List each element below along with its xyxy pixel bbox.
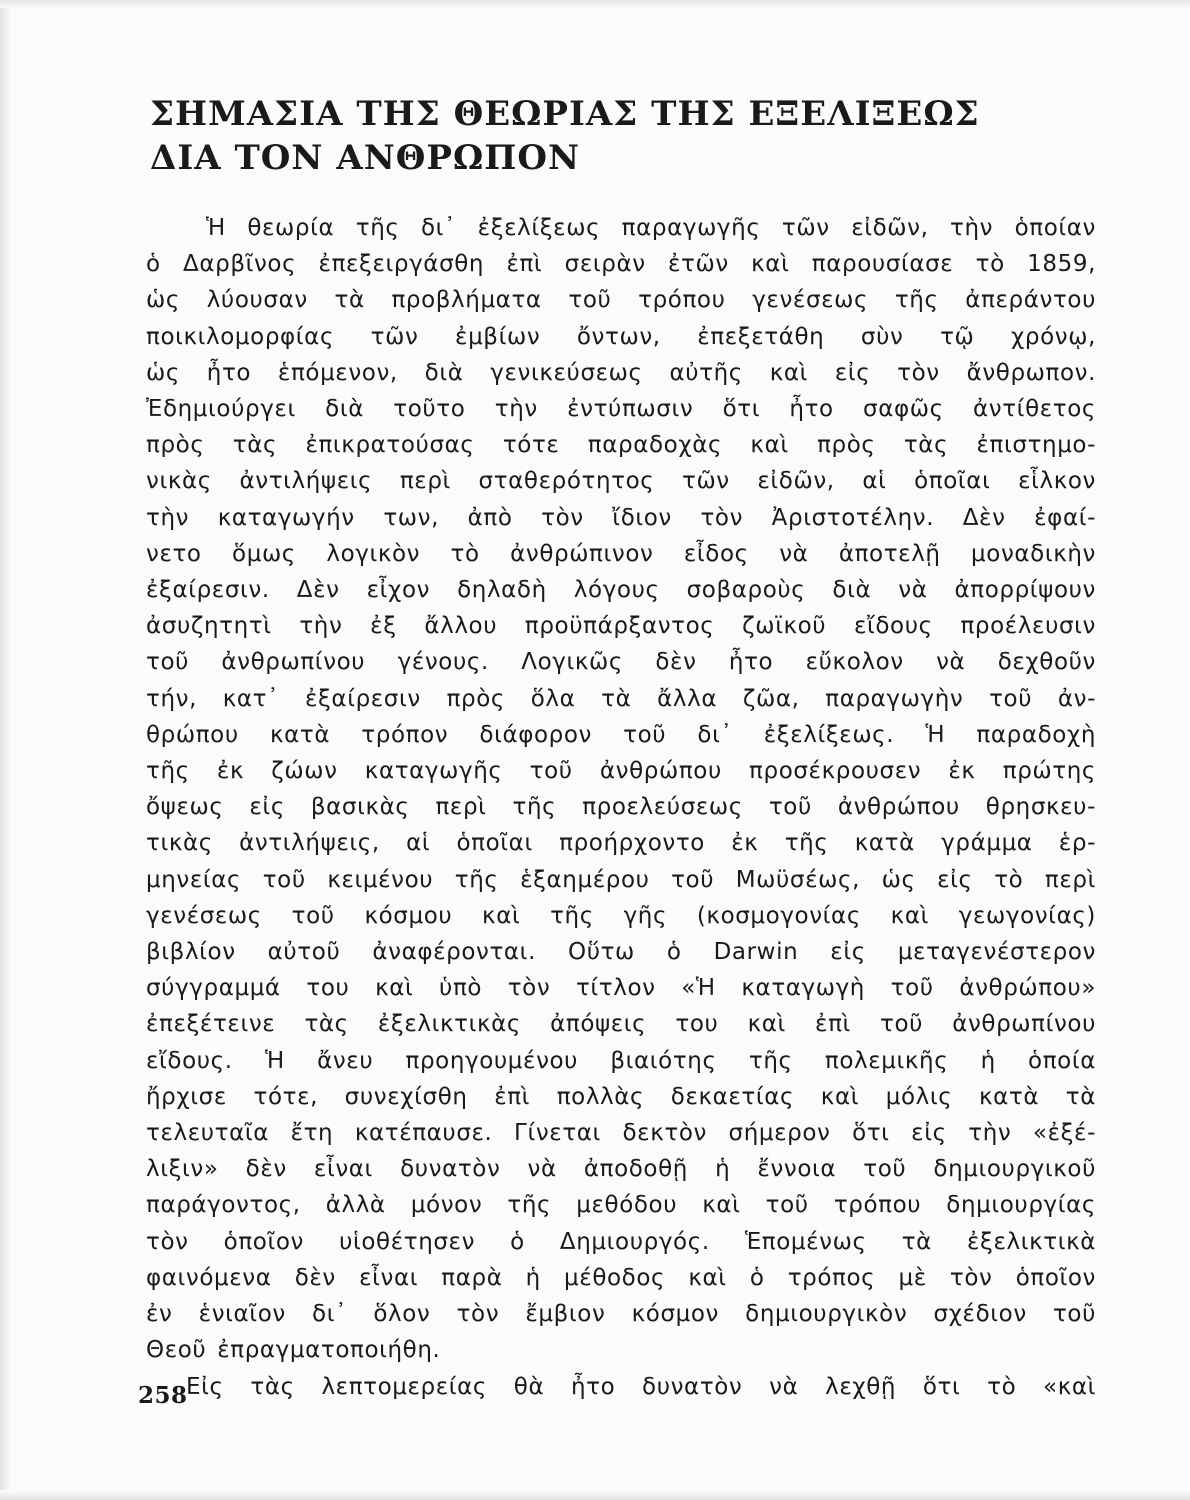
text-line: ὡς ἦτο ἑπόμενον, διὰ γενικεύσεως αὐτῆς καὶ εἰς τὸν ἄνθρωπον. [146,359,1096,386]
page-number: 258 [138,1382,188,1409]
text-line: βιβλίον αὐτοῦ ἀναφέρονται. Οὕτω ὁ Darwin εἰς μεταγενέστερον [146,939,1096,966]
text-line: ὄψεως εἰς βασικὰς περὶ τῆς προελεύσεως τοῦ ἀνθρώπου θρησκευ- [146,794,1096,821]
text-line: Θεοῦ ἐπραγματοποιήθη. [146,1337,441,1364]
page-edge-shadow [0,0,12,1500]
text-line: ἐν ἑνιαῖον δι᾽ ὅλον τὸν ἔμβιον κόσμον δημιουργικὸν σχέδιον τοῦ [146,1301,1096,1328]
page-bottom-shadow [0,1490,1190,1500]
text-line: τελευταῖα ἔτη κατέπαυσε. Γίνεται δεκτὸν σήμερον ὅτι εἰς τὴν «ἐξέ- [146,1120,1096,1147]
text-line: γενέσεως τοῦ κόσμου καὶ τῆς γῆς (κοσμογονίας καὶ γεωγονίας) [146,902,1096,929]
text-line: Εἰς τὰς λεπτομερείας θὰ ἦτο δυνατὸν νὰ λεχθῇ ὅτι τὸ «καὶ [186,1373,1096,1400]
text-line: τοῦ ἀνθρωπίνου γένους. Λογικῶς δὲν ἦτο εὔκολον νὰ δεχθοῦν [146,649,1096,676]
text-line: παράγοντος, ἀλλὰ μόνον τῆς μεθόδου καὶ τοῦ τρόπου δημιουργίας [146,1192,1096,1219]
text-line: τικὰς ἀντιλήψεις, αἱ ὁποῖαι προήρχοντο ἐκ τῆς κατὰ γράμμα ἑρ- [146,830,1096,857]
text-line: λιξιν» δὲν εἶναι δυνατὸν νὰ ἀποδοθῇ ἡ ἔννοια τοῦ δημιουργικοῦ [146,1156,1096,1183]
text-line: εἴδους. Ἡ ἄνευ προηγουμένου βιαιότης τῆς πολεμικῆς ἡ ὁποία [146,1047,1096,1074]
text-line: ἀσυζητητὶ τὴν ἐξ ἄλλου προϋπάρξαντος ζωϊκοῦ εἴδους προέλευσιν [146,613,1096,640]
text-line: ἐξαίρεσιν. Δὲν εἶχον δηλαδὴ λόγους σοβαροὺς διὰ νὰ ἀπορρίψουν [146,577,1096,604]
text-line: νετο ὅμως λογικὸν τὸ ἀνθρώπινον εἶδος νὰ ἀποτελῇ μοναδικὴν [146,540,1096,567]
heading-line: ΔΙΑ ΤΟΝ ΑΝΘΡΩΠΟΝ [150,138,581,178]
paragraph-2 [146,1369,1096,1405]
text-line: τῆς ἐκ ζώων καταγωγῆς τοῦ ἀνθρώπου προσέκρουσεν ἐκ πρώτης [146,758,1096,785]
text-line: μηνείας τοῦ κειμένου τῆς ἑξαημέρου τοῦ Μωϋσέως, ὡς εἰς τὸ περὶ [146,866,1096,893]
text-line: ἐπεξέτεινε τὰς ἐξελικτικὰς ἀπόψεις του καὶ ἐπὶ τοῦ ἀνθρωπίνου [146,1011,1096,1038]
text-line: σύγγραμμά του καὶ ὑπὸ τὸν τίτλον «Ἡ καταγωγὴ τοῦ ἀνθρώπου» [146,975,1096,1002]
text-line: τὸν ὁποῖον υἱοθέτησεν ὁ Δημιουργός. Ἑπομένως τὰ ἐξελικτικὰ [146,1228,1096,1255]
paragraph-1 [146,210,1096,1369]
text-line: νικὰς ἀντιλήψεις περὶ σταθερότητος τῶν εἰδῶν, αἱ ὁποῖαι εἷλκον [146,468,1096,495]
text-line: Ἐδημιούργει διὰ τοῦτο τὴν ἐντύπωσιν ὅτι ἦτο σαφῶς ἀντίθετος [146,396,1096,423]
page-top-shadow [0,0,1190,8]
text-line: τὴν καταγωγήν των, ἀπὸ τὸν ἴδιον τὸν Ἀριστοτέλην. Δὲν ἐφαί- [146,504,1096,531]
heading-line: ΣΗΜΑΣΙΑ ΤΗΣ ΘΕΩΡΙΑΣ ΤΗΣ ΕΞΕΛΙΞΕΩΣ [150,94,980,134]
text-line: θρώπου κατὰ τρόπον διάφορον τοῦ δι᾽ ἐξελίξεως. Ἡ παραδοχὴ [146,721,1096,748]
text-line: ποικιλομορφίας τῶν ἐμβίων ὄντων, ἐπεξετάθη σὺν τῷ χρόνῳ, [146,323,1096,350]
text-line: τήν, κατ᾽ ἐξαίρεσιν πρὸς ὅλα τὰ ἄλλα ζῶα, παραγωγὴν τοῦ ἀν- [146,685,1096,712]
body-text [146,210,1096,1405]
text-line: ἤρχισε τότε, συνεχίσθη ἐπὶ πολλὰς δεκαετίας καὶ μόλις κατὰ τὰ [146,1083,1096,1110]
text-line: Ἡ θεωρία τῆς δι᾽ ἐξελίξεως παραγωγῆς τῶν εἰδῶν, τὴν ὁποίαν [206,215,1096,241]
chapter-heading [150,92,1030,180]
text-line: πρὸς τὰς ἐπικρατούσας τότε παραδοχὰς καὶ πρὸς τὰς ἐπιστημο- [146,432,1096,459]
text-line: ὡς λύουσαν τὰ προβλήματα τοῦ τρόπου γενέσεως τῆς ἀπεράντου [146,287,1096,314]
text-line: φαινόμενα δὲν εἶναι παρὰ ἡ μέθοδος καὶ ὁ τρόπος μὲ τὸν ὁποῖον [146,1264,1096,1291]
text-line: ὁ Δαρβῖνος ἐπεξειργάσθη ἐπὶ σειρὰν ἐτῶν καὶ παρουσίασε τὸ 1859, [146,251,1096,278]
